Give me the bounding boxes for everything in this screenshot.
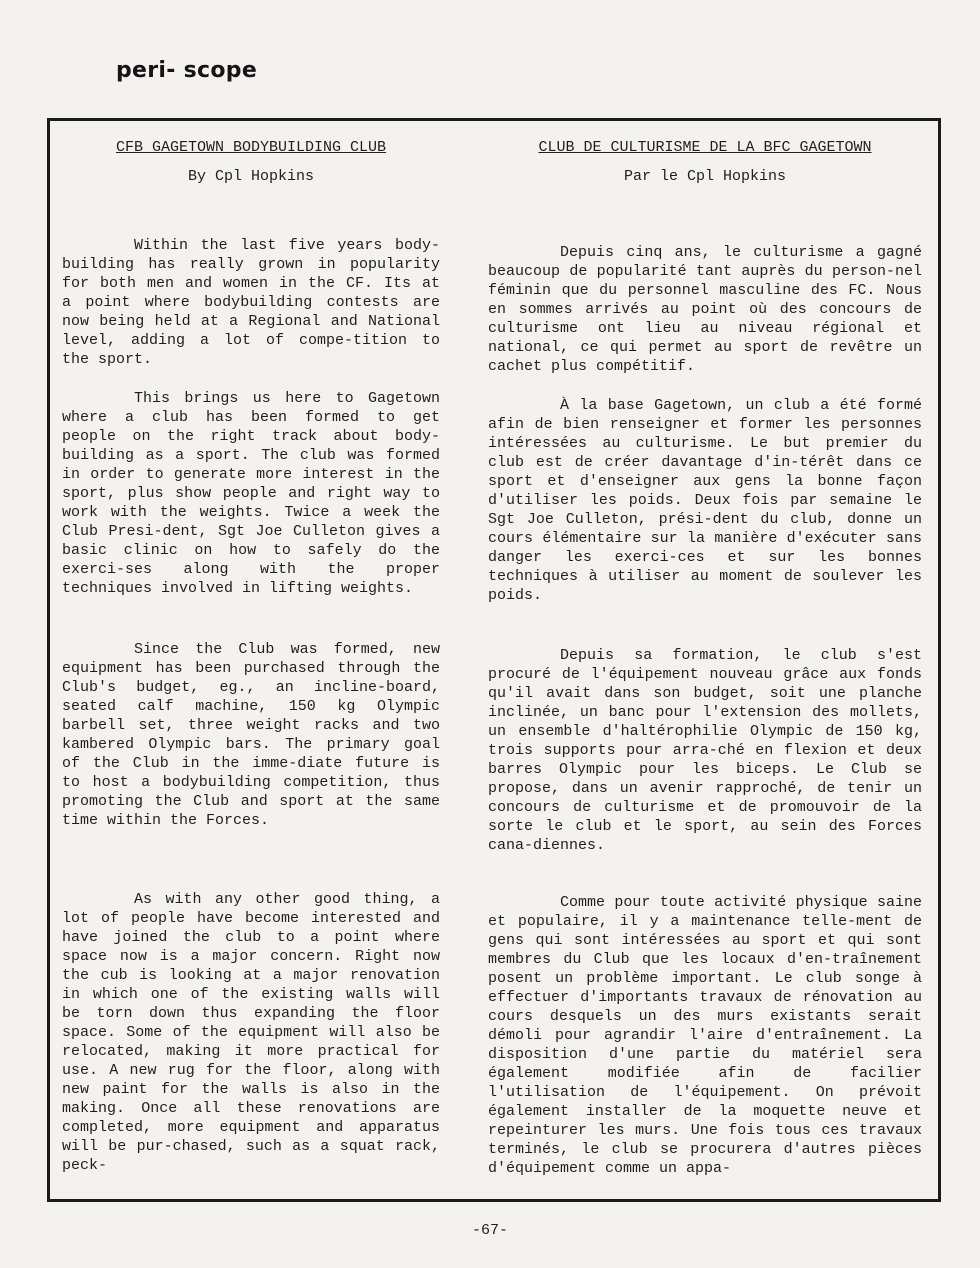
french-paragraph: À la base Gagetown, un club a été formé afin de bien renseigner et former les personnes intéressées au culturisme. Le but premier du club est de créer davantage d'in-térêt dans ce sport et d'enseigner aux gens la bonne façon d'utiliser les poids. Deux fois par semaine le Sgt Joe Culleton, prési-dent du club, donne un cours élémentaire sur la manière d'exécuter sans danger les exerci-ces et sur les bonnes techniques à utiliser au moment de soulever les poids. xyxy=(488,397,922,604)
english-paragraph: Since the Club was formed, new equipment has been purchased through the Club's budget, eg., an incline-board, seated calf machine, 150 kg Olympic barbell set, three weight racks and two kambered Olympic bars. The primary goal of the Club in the imme-diate future is to host a bodybuilding competition, thus promoting the Club and sport at the same time within the Forces. xyxy=(62,641,440,829)
page-number: -67- xyxy=(471,1222,508,1239)
french-paragraph: Comme pour toute activité physique saine et populaire, il y a maintenance telle-ment de gens qui sont intéressées au sport et qui sont membres du Club que les locaux d'en-traînement posent un problème important. Le club songe à effectuer d'importants travaux de rénovation au cours desquels un des murs existants serait démoli pour agrandir l'aire d'entraînement. La disposition d'une partie du matériel sera également modifiée afin de facilier l'utilisation de l'équipement. On prévoit également installer de la moquette neuve et repeinturer les murs. Une fois tous ces travaux terminés, le club se procurera d'autres pièces d'équipement comme un appa- xyxy=(488,894,922,1177)
french-paragraph: Depuis sa formation, le club s'est procuré de l'équipement nouveau grâce aux fonds qu'il avait dans son budget, soit une planche inclinée, un banc pour l'extension des mollets, un ensemble d'haltérophilie Olympic de 150 kg, trois supports pour arra-ché en flexion et deux barres Olympic pour les biceps. Le Club se propose, dans un avenir rapproché, de tenir un concours de culturisme et de promouvoir de la sorte le club et le sport, au sein des Forces cana-diennes. xyxy=(488,647,922,854)
english-paragraph: As with any other good thing, a lot of people have become interested and have joined the club to a point where space now is a major concern. Right now the cub is looking at a major renovation in which one of the existing walls will be torn down thus expanding the floor space. Some of the equipment will also be relocated, making it more practical for use. A new rug for the floor, along with new paint for the walls is also in the making. Once all these renovations are completed, more equipment and apparatus will be pur-chased, such as a squat rack, peck- xyxy=(62,891,440,1174)
french-title: CLUB DE CULTURISME DE LA BFC GAGETOWN xyxy=(538,139,872,156)
english-byline: By Cpl Hopkins xyxy=(187,168,315,185)
masthead: peri- scope xyxy=(116,58,258,83)
french-column xyxy=(488,138,922,1177)
english-title: CFB GAGETOWN BODYBUILDING CLUB xyxy=(115,139,387,156)
french-paragraph: Depuis cinq ans, le culturisme a gagné beaucoup de popularité tant auprès du person-nel féminin que du personnel masculine des FC. Nous en sommes arrivés au point où des concours de culturisme ont lieu au niveau régional et national, ce qui permet au sport de revêtre un cachet plus compétitif. xyxy=(488,244,922,375)
english-paragraph: This brings us here to Gagetown where a club has been formed to get people on the right track about body-building as a sport. The club was formed in order to generate more interest in the sport, plus show people and right way to work with the weights. Twice a week the Club Presi-dent, Sgt Joe Culleton gives a basic clinic on how to safely do the exerci-ses along with the proper techniques involved in lifting weights. xyxy=(62,390,440,597)
english-column xyxy=(62,138,440,1174)
french-byline: Par le Cpl Hopkins xyxy=(623,168,787,185)
english-paragraph: Within the last five years body-building has really grown in popularity for both men and women in the CF. Its at a point where bodybuilding contests are now being held at a Regional and National level, adding a lot of compe-tition to the sport. xyxy=(62,237,440,368)
